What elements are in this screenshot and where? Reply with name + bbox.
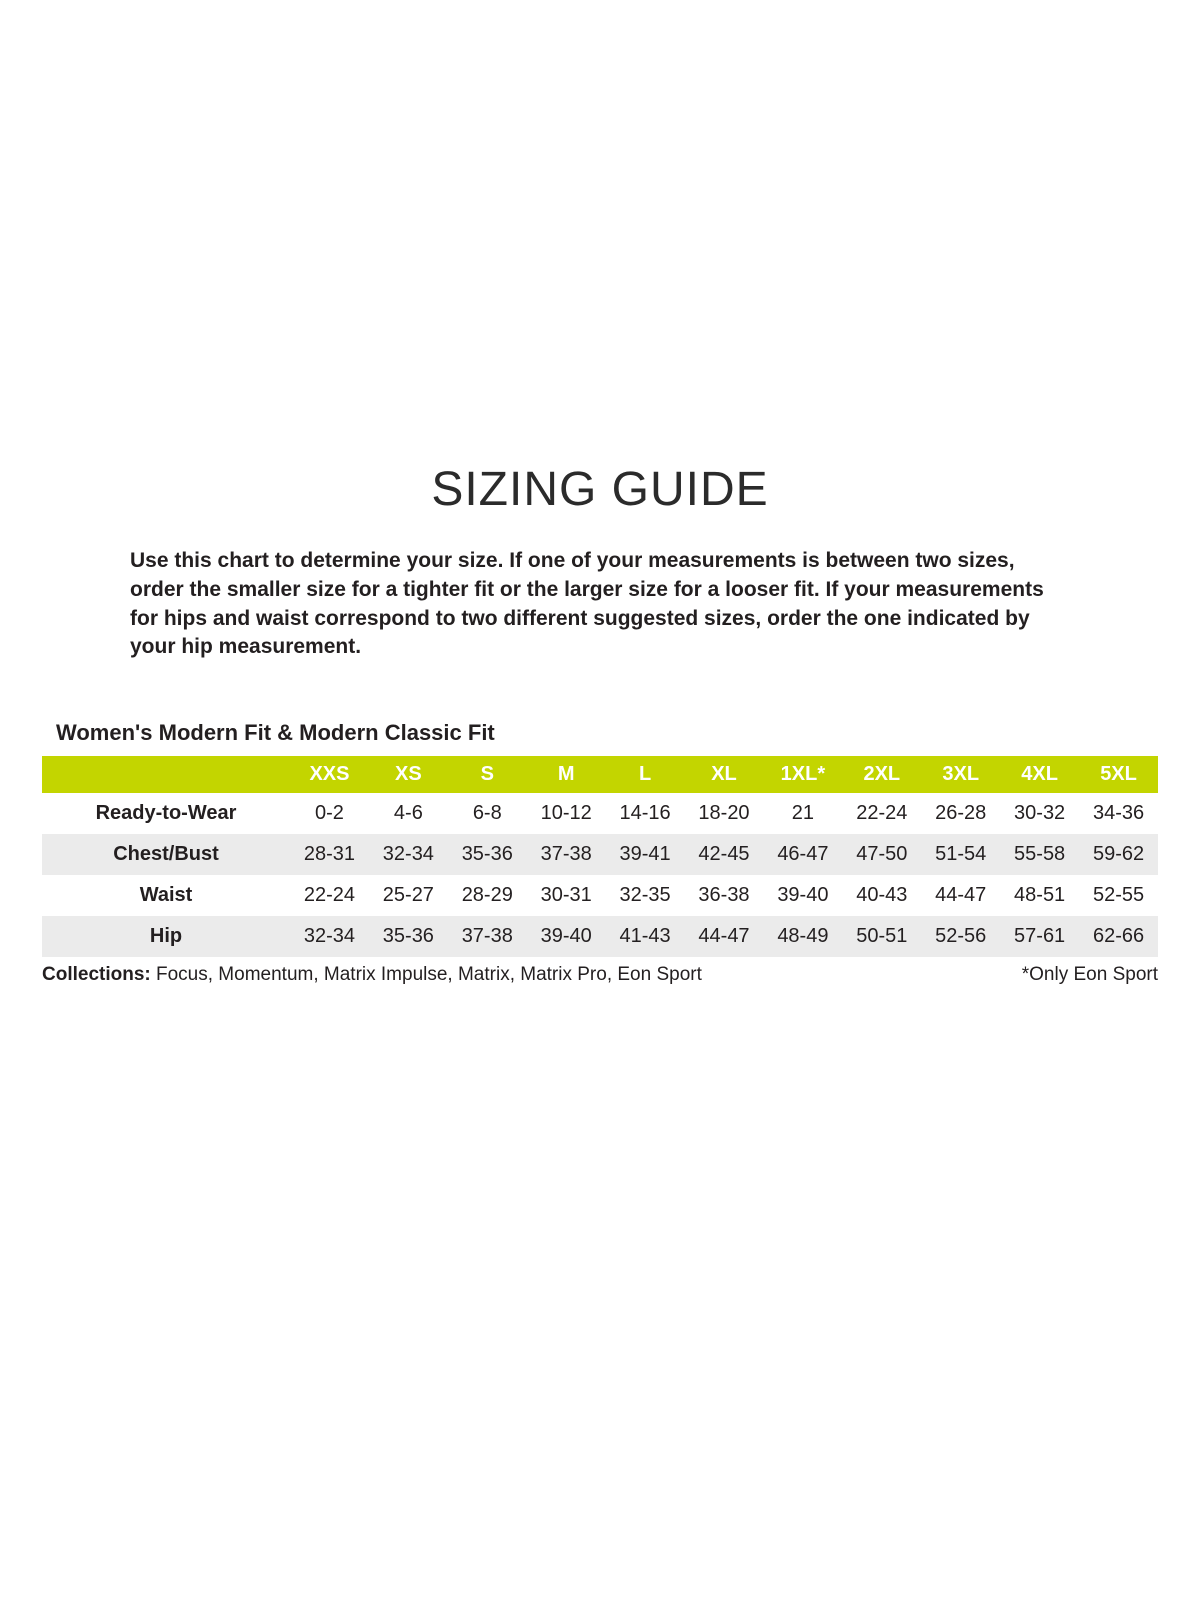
row-label: Waist: [139, 884, 193, 907]
size-column-header: 5XL: [1079, 756, 1158, 793]
size-column-header: 2XL: [842, 756, 921, 793]
table-cell: 22-24: [303, 884, 356, 907]
table-cell: 32-34: [382, 843, 434, 866]
table-cell: 35-36: [461, 843, 513, 866]
collections-line: [42, 964, 702, 986]
table-cell: 46-47: [777, 843, 829, 866]
header-row: [42, 756, 1158, 793]
size-column-header: XS: [369, 756, 448, 793]
table-footer: [42, 964, 1158, 986]
table-cell: 34-36: [1092, 802, 1145, 825]
size-column-header: XXS: [290, 756, 369, 793]
table-cell: 41-43: [619, 925, 671, 948]
row-label: Ready-to-Wear: [95, 802, 237, 825]
table-cell: 10-12: [540, 802, 592, 825]
table-cell: 37-38: [540, 843, 592, 866]
table-cell: 28-31: [303, 843, 356, 866]
table-cell: 32-35: [619, 884, 671, 907]
size-table: [42, 756, 1158, 957]
table-cell: 26-28: [935, 802, 987, 825]
intro-paragraph: Use this chart to determine your size. If one of your measurements is between two sizes, order the smaller size for a tighter fit or the larger size for a looser fit. If your measurements for hips and waist correspond to two different suggested sizes, order the one indicated by your hip measurement.: [130, 549, 1044, 659]
table-cell: 59-62: [1092, 843, 1145, 866]
table-cell: 42-45: [698, 843, 750, 866]
page-title: SIZING GUIDE: [431, 463, 769, 516]
table-cell: 44-47: [698, 925, 750, 948]
table-row: [42, 834, 1158, 875]
table-cell: 52-56: [935, 925, 987, 948]
table-cell: 40-43: [856, 884, 908, 907]
size-column-header: M: [527, 756, 606, 793]
table-row: [42, 916, 1158, 957]
table-cell: 35-36: [382, 925, 434, 948]
table-cell: 37-38: [461, 925, 513, 948]
size-column-header: 1XL*: [763, 756, 842, 793]
table-cell: 28-29: [461, 884, 513, 907]
table-cell: 21: [791, 802, 815, 825]
table-cell: 55-58: [1014, 843, 1066, 866]
table-cell: 14-16: [619, 802, 671, 825]
table-cell: 50-51: [856, 925, 908, 948]
footnote: *Only Eon Sport: [1021, 964, 1158, 986]
table-cell: 47-50: [856, 843, 908, 866]
size-table-head: [42, 756, 1158, 793]
size-column-header: L: [606, 756, 685, 793]
size-table-section: [42, 720, 1158, 986]
table-row: [42, 875, 1158, 916]
size-column-header: XL: [685, 756, 764, 793]
table-cell: 32-34: [303, 925, 356, 948]
table-cell: 57-61: [1014, 925, 1066, 948]
table-cell: 39-40: [777, 884, 829, 907]
table-cell: 30-32: [1014, 802, 1066, 825]
table-cell: 51-54: [935, 843, 987, 866]
table-cell: 44-47: [935, 884, 987, 907]
table-cell: 4-6: [393, 802, 423, 825]
table-cell: 48-51: [1014, 884, 1066, 907]
table-row: [42, 793, 1158, 834]
table-cell: 30-31: [540, 884, 592, 907]
size-table-body: [42, 793, 1158, 957]
size-column-header: 4XL: [1000, 756, 1079, 793]
table-cell: 6-8: [472, 802, 502, 825]
table-cell: 0-2: [315, 802, 344, 825]
table-cell: 36-38: [698, 884, 750, 907]
row-label: Chest/Bust: [113, 843, 219, 866]
table-cell: 25-27: [382, 884, 434, 907]
size-column-header: 3XL: [921, 756, 1000, 793]
table-cell: 39-40: [540, 925, 592, 948]
table-cell: 52-55: [1092, 884, 1145, 907]
section-heading: Women's Modern Fit & Modern Classic Fit: [56, 720, 495, 746]
collections-label: Collections:: [42, 964, 151, 986]
table-cell: 18-20: [698, 802, 750, 825]
table-cell: 48-49: [777, 925, 829, 948]
table-cell: 62-66: [1092, 925, 1145, 948]
collections-value: Focus, Momentum, Matrix Impulse, Matrix, Matrix Pro, Eon Sport: [150, 964, 702, 986]
table-cell: 39-41: [619, 843, 671, 866]
row-label-header: [42, 756, 290, 793]
row-label: Hip: [149, 925, 183, 948]
table-cell: 22-24: [856, 802, 908, 825]
size-column-header: S: [448, 756, 527, 793]
